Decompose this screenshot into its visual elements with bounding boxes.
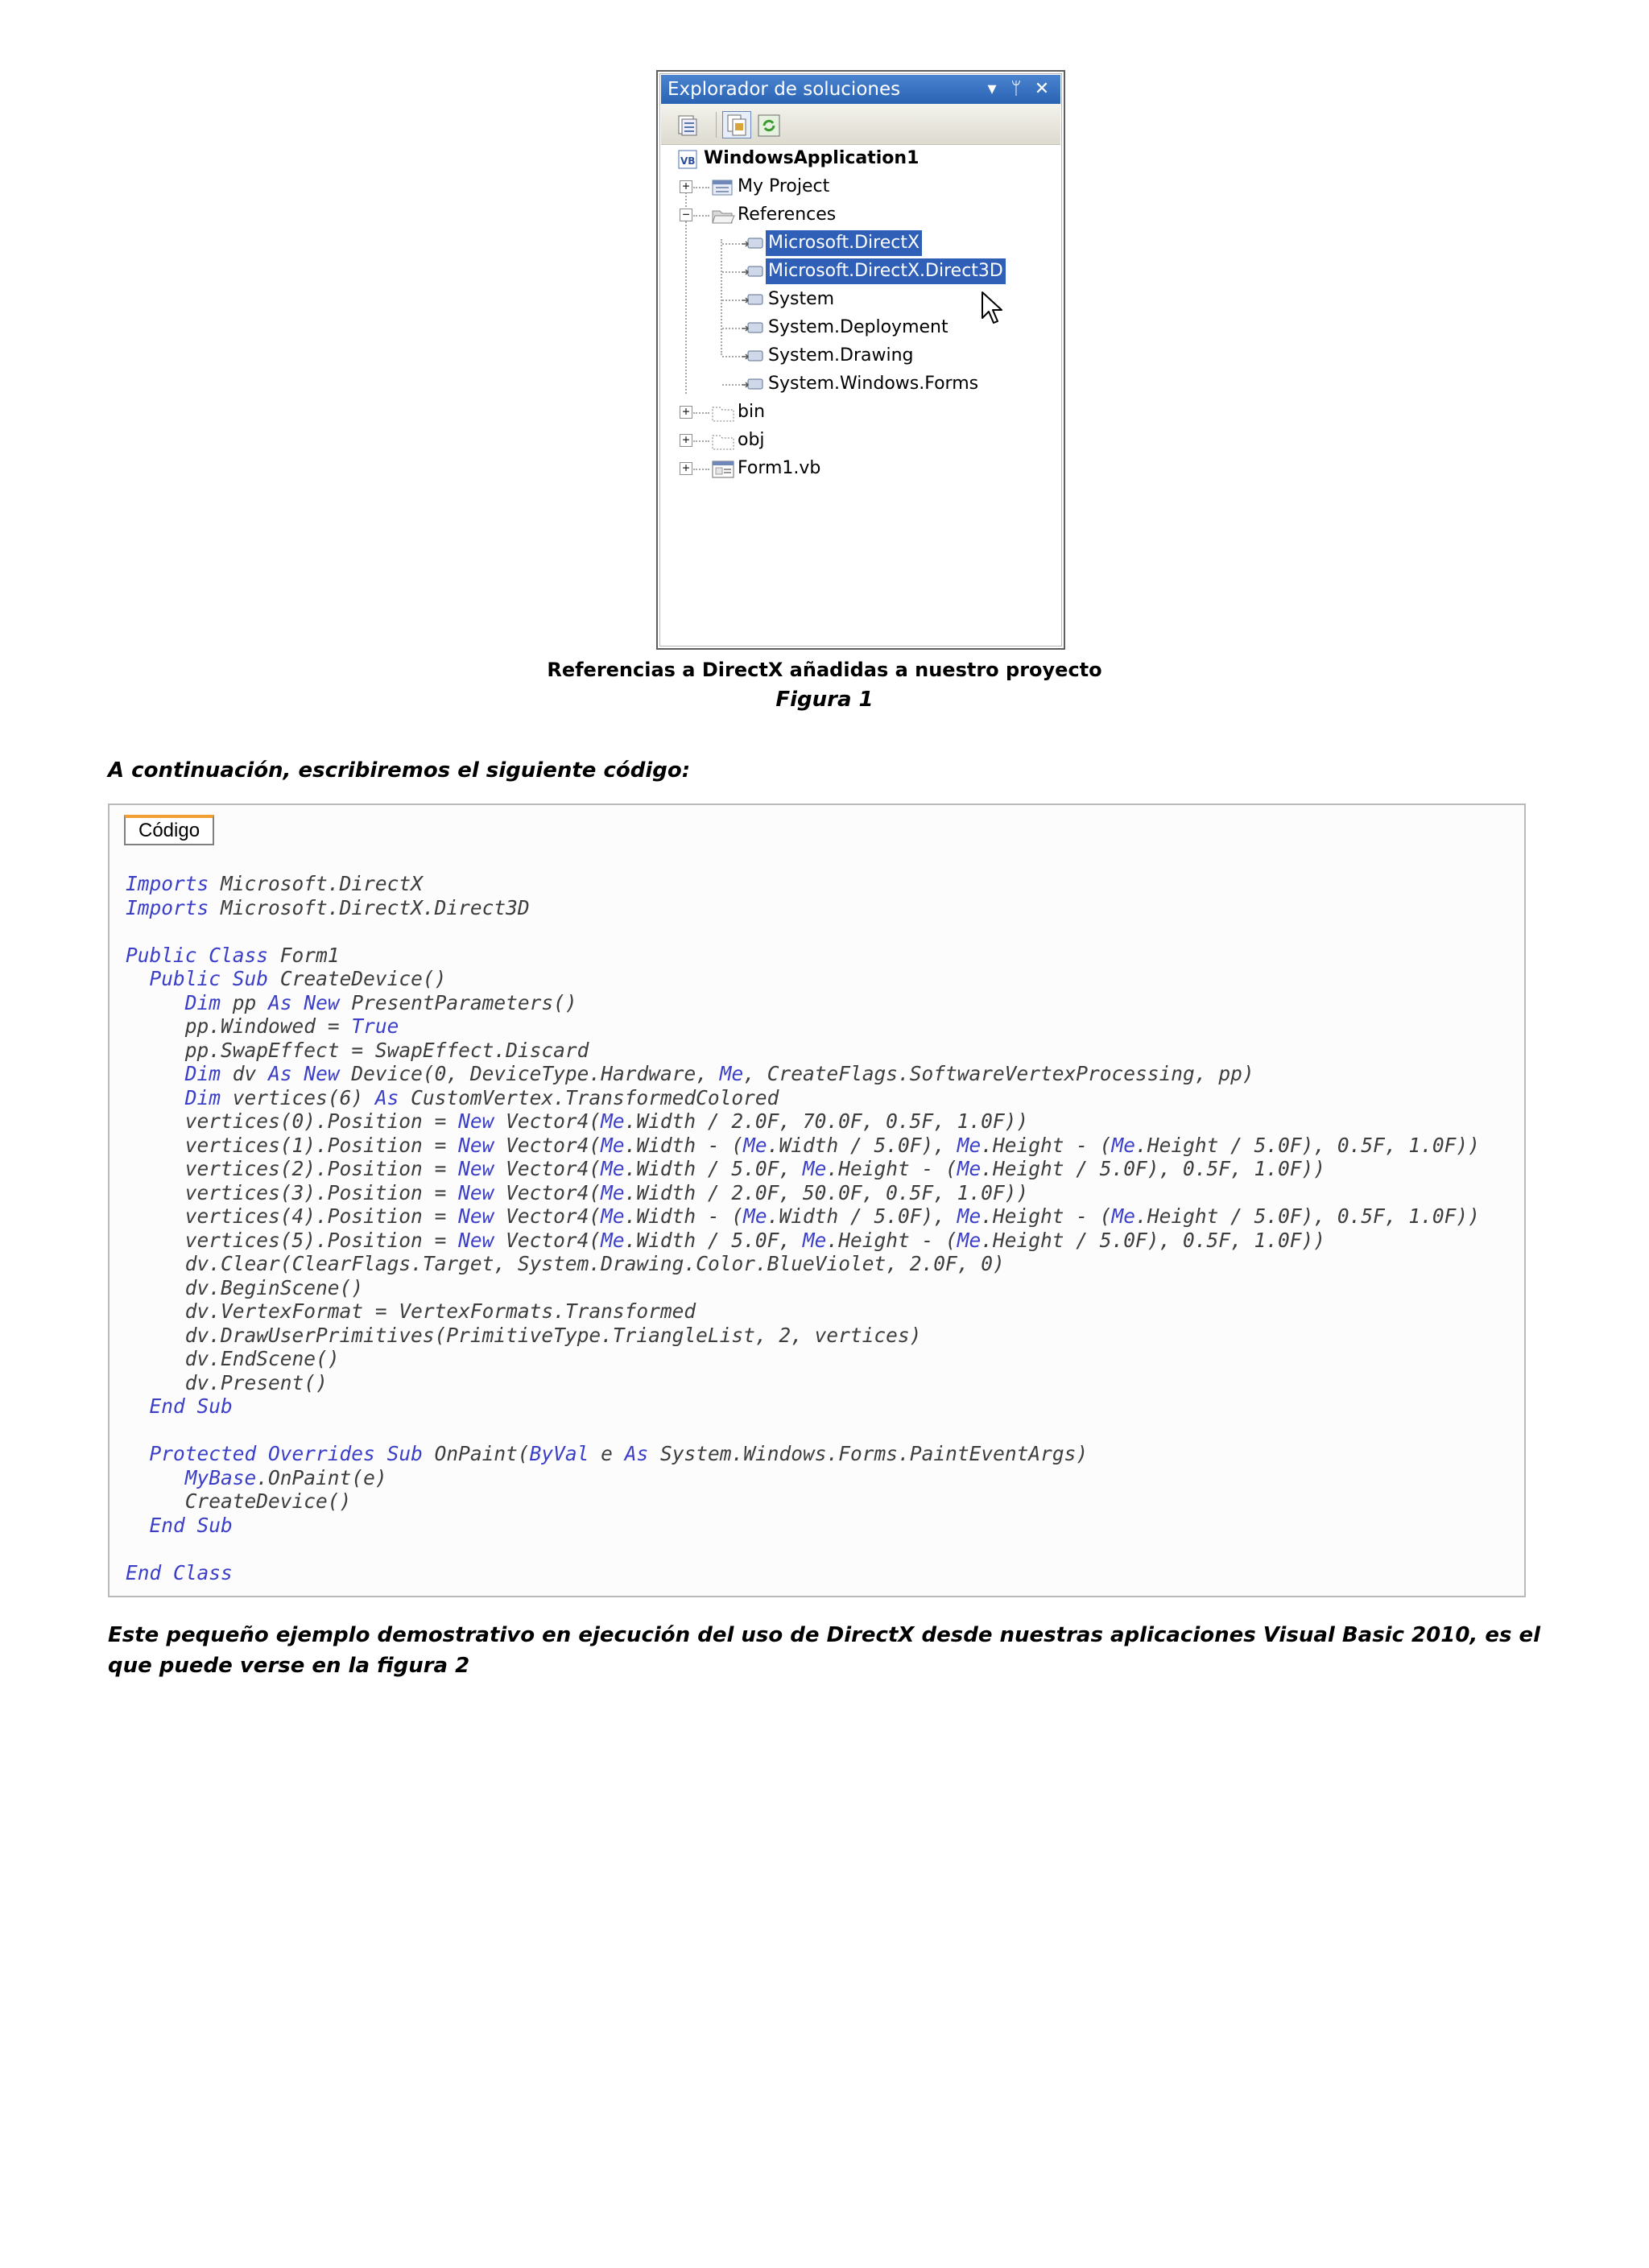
refresh-button[interactable] <box>754 111 783 138</box>
tree-node-my-project[interactable] <box>677 174 1048 200</box>
show-all-files-button[interactable] <box>722 111 751 138</box>
folder-icon <box>711 403 735 423</box>
expand-icon[interactable]: + <box>680 406 692 419</box>
project-name: WindowsApplication1 <box>704 148 920 168</box>
expand-icon[interactable]: + <box>680 462 692 475</box>
tree-node-references[interactable] <box>677 202 1048 228</box>
code-line: MyBase.OnPaint(e) <box>184 1465 387 1489</box>
tree-line <box>722 356 743 357</box>
code-line: Imports Microsoft.DirectX <box>126 872 423 895</box>
solution-tree <box>661 146 1060 645</box>
code-line: vertices(0).Position = New Vector4(Me.Width / 2.0F, 70.0F, 0.5F, 1.0F)) <box>184 1109 1029 1133</box>
code-line: pp.SwapEffect = SwapEffect.Discard <box>184 1038 589 1062</box>
reference-icon <box>742 349 764 365</box>
solution-explorer-toolbar <box>661 104 1060 145</box>
tree-node-label: bin <box>738 402 766 422</box>
code-line: End Sub <box>149 1513 233 1537</box>
tree-node-label: System <box>768 289 835 309</box>
code-line: Imports Microsoft.DirectX.Direct3D <box>126 895 530 919</box>
code-line: dv.VertexFormat = VertexFormats.Transformed <box>184 1299 696 1323</box>
tree-node-reference[interactable] <box>713 258 1051 284</box>
tree-node-label: Microsoft.DirectX.Direct3D <box>766 258 1006 284</box>
code-line: dv.EndScene() <box>184 1347 340 1370</box>
svg-text:VB: VB <box>680 155 696 167</box>
vb-project-icon <box>677 149 700 170</box>
tree-node-label: Form1.vb <box>738 458 821 478</box>
refresh-icon <box>754 111 783 138</box>
figure-label: Figura 1 <box>775 688 874 712</box>
reference-icon <box>742 320 764 337</box>
dropdown-icon[interactable]: ▾ <box>987 79 997 99</box>
tree-node-label: System.Drawing <box>768 345 914 366</box>
code-line: Dim pp As New PresentParameters() <box>184 990 577 1014</box>
tree-line <box>722 243 743 245</box>
tree-node-label: System.Deployment <box>768 317 948 337</box>
properties-button[interactable] <box>672 111 701 138</box>
show-all-files-icon <box>723 112 750 138</box>
code-line: vertices(4).Position = New Vector4(Me.Width - (Me.Width / 5.0F), Me.Height - (Me.Height / 5.0F), 0.5F, 1.0F)) <box>184 1204 1480 1228</box>
code-line: dv.DrawUserPrimitives(PrimitiveType.TriangleList, 2, vertices) <box>184 1323 922 1347</box>
open-folder-icon <box>711 206 735 225</box>
expand-icon[interactable]: + <box>680 180 692 193</box>
tree-line <box>722 300 743 301</box>
tree-line <box>693 215 709 217</box>
code-line: vertices(2).Position = New Vector4(Me.Width / 5.0F, Me.Height - (Me.Height / 5.0F), 0.5F, 1.0F)) <box>184 1157 1326 1180</box>
close-icon[interactable]: ✕ <box>1034 79 1050 99</box>
outro-paragraph: Este pequeño ejemplo demostrativo en ejecución del uso de DirectX desde nuestras aplicaciones Visual Basic 2010, es el que puede verse en la figura 2 <box>108 1623 1541 1678</box>
tree-line <box>722 328 743 329</box>
code-line: vertices(5).Position = New Vector4(Me.Width / 5.0F, Me.Height - (Me.Height / 5.0F), 0.5F, 1.0F)) <box>184 1228 1326 1252</box>
code-line: End Sub <box>149 1394 233 1418</box>
expand-icon[interactable]: + <box>680 434 692 447</box>
tree-line <box>693 412 709 414</box>
properties-icon <box>711 178 734 197</box>
tree-line <box>722 384 743 386</box>
tree-node-label: My Project <box>738 176 830 196</box>
form-icon <box>711 460 735 479</box>
tree-node-reference[interactable] <box>713 230 1051 256</box>
code-line: Dim vertices(6) As CustomVertex.TransformedColored <box>184 1085 779 1109</box>
tree-node-label: Microsoft.DirectX <box>766 230 922 256</box>
code-line <box>126 919 1480 944</box>
code-line: End Class <box>126 1560 233 1584</box>
reference-icon <box>742 236 764 252</box>
code-line <box>126 1537 1480 1561</box>
mouse-cursor-icon <box>980 291 1006 328</box>
code-line: Public Sub CreateDevice() <box>149 967 447 990</box>
code-line: dv.Clear(ClearFlags.Target, System.Drawing.Color.BlueViolet, 2.0F, 0) <box>184 1252 1005 1275</box>
code-block <box>108 804 1526 1597</box>
reference-icon <box>742 264 764 280</box>
intro-paragraph: A continuación, escribiremos el siguiente código: <box>108 758 691 783</box>
code-line: dv.BeginScene() <box>184 1275 364 1299</box>
code-line: Dim dv As New Device(0, DeviceType.Hardware, Me, CreateFlags.SoftwareVertexProcessing, pp) <box>184 1062 1254 1085</box>
code-line: CreateDevice() <box>184 1489 352 1513</box>
reference-icon <box>742 377 764 393</box>
code-tab[interactable]: Código <box>124 815 214 845</box>
tree-line <box>693 187 709 188</box>
toolbar-separator <box>716 112 717 138</box>
code-listing <box>126 872 1480 1584</box>
tree-node-label: System.Windows.Forms <box>768 374 979 394</box>
reference-icon <box>742 292 764 308</box>
tree-line <box>693 469 709 470</box>
code-line: vertices(3).Position = New Vector4(Me.Width / 2.0F, 50.0F, 0.5F, 1.0F)) <box>184 1180 1029 1204</box>
code-line: dv.Present() <box>184 1370 328 1394</box>
pin-icon[interactable]: ᛘ <box>1010 79 1022 99</box>
properties-icon <box>672 111 701 138</box>
tree-line <box>722 271 743 273</box>
code-line: vertices(1).Position = New Vector4(Me.Width - (Me.Width / 5.0F), Me.Height - (Me.Height / 5.0F), 0.5F, 1.0F)) <box>184 1133 1480 1157</box>
code-line <box>126 1419 1480 1443</box>
tree-node-obj[interactable] <box>677 428 1048 453</box>
collapse-icon[interactable]: − <box>680 209 692 221</box>
tree-node-form1[interactable] <box>677 456 1048 481</box>
tree-node-reference[interactable] <box>713 343 1051 369</box>
tree-node-project[interactable] <box>677 146 1048 171</box>
tree-node-bin[interactable] <box>677 399 1048 425</box>
code-line: Public Class Form1 <box>126 943 340 967</box>
tree-node-label: obj <box>738 430 765 450</box>
tree-node-reference[interactable] <box>713 371 1051 397</box>
code-line: Protected Overrides Sub OnPaint(ByVal e As System.Windows.Forms.PaintEventArgs) <box>149 1442 1089 1465</box>
solution-explorer-title: Explorador de soluciones <box>667 79 901 100</box>
tree-line <box>693 440 709 442</box>
folder-icon <box>711 432 735 451</box>
tree-node-label: References <box>738 204 837 225</box>
code-line: pp.Windowed = True <box>184 1014 399 1038</box>
solution-explorer-titlebar <box>661 75 1060 104</box>
figure-caption: Referencias a DirectX añadidas a nuestro proyecto <box>547 659 1102 681</box>
solution-explorer-panel <box>656 70 1065 650</box>
